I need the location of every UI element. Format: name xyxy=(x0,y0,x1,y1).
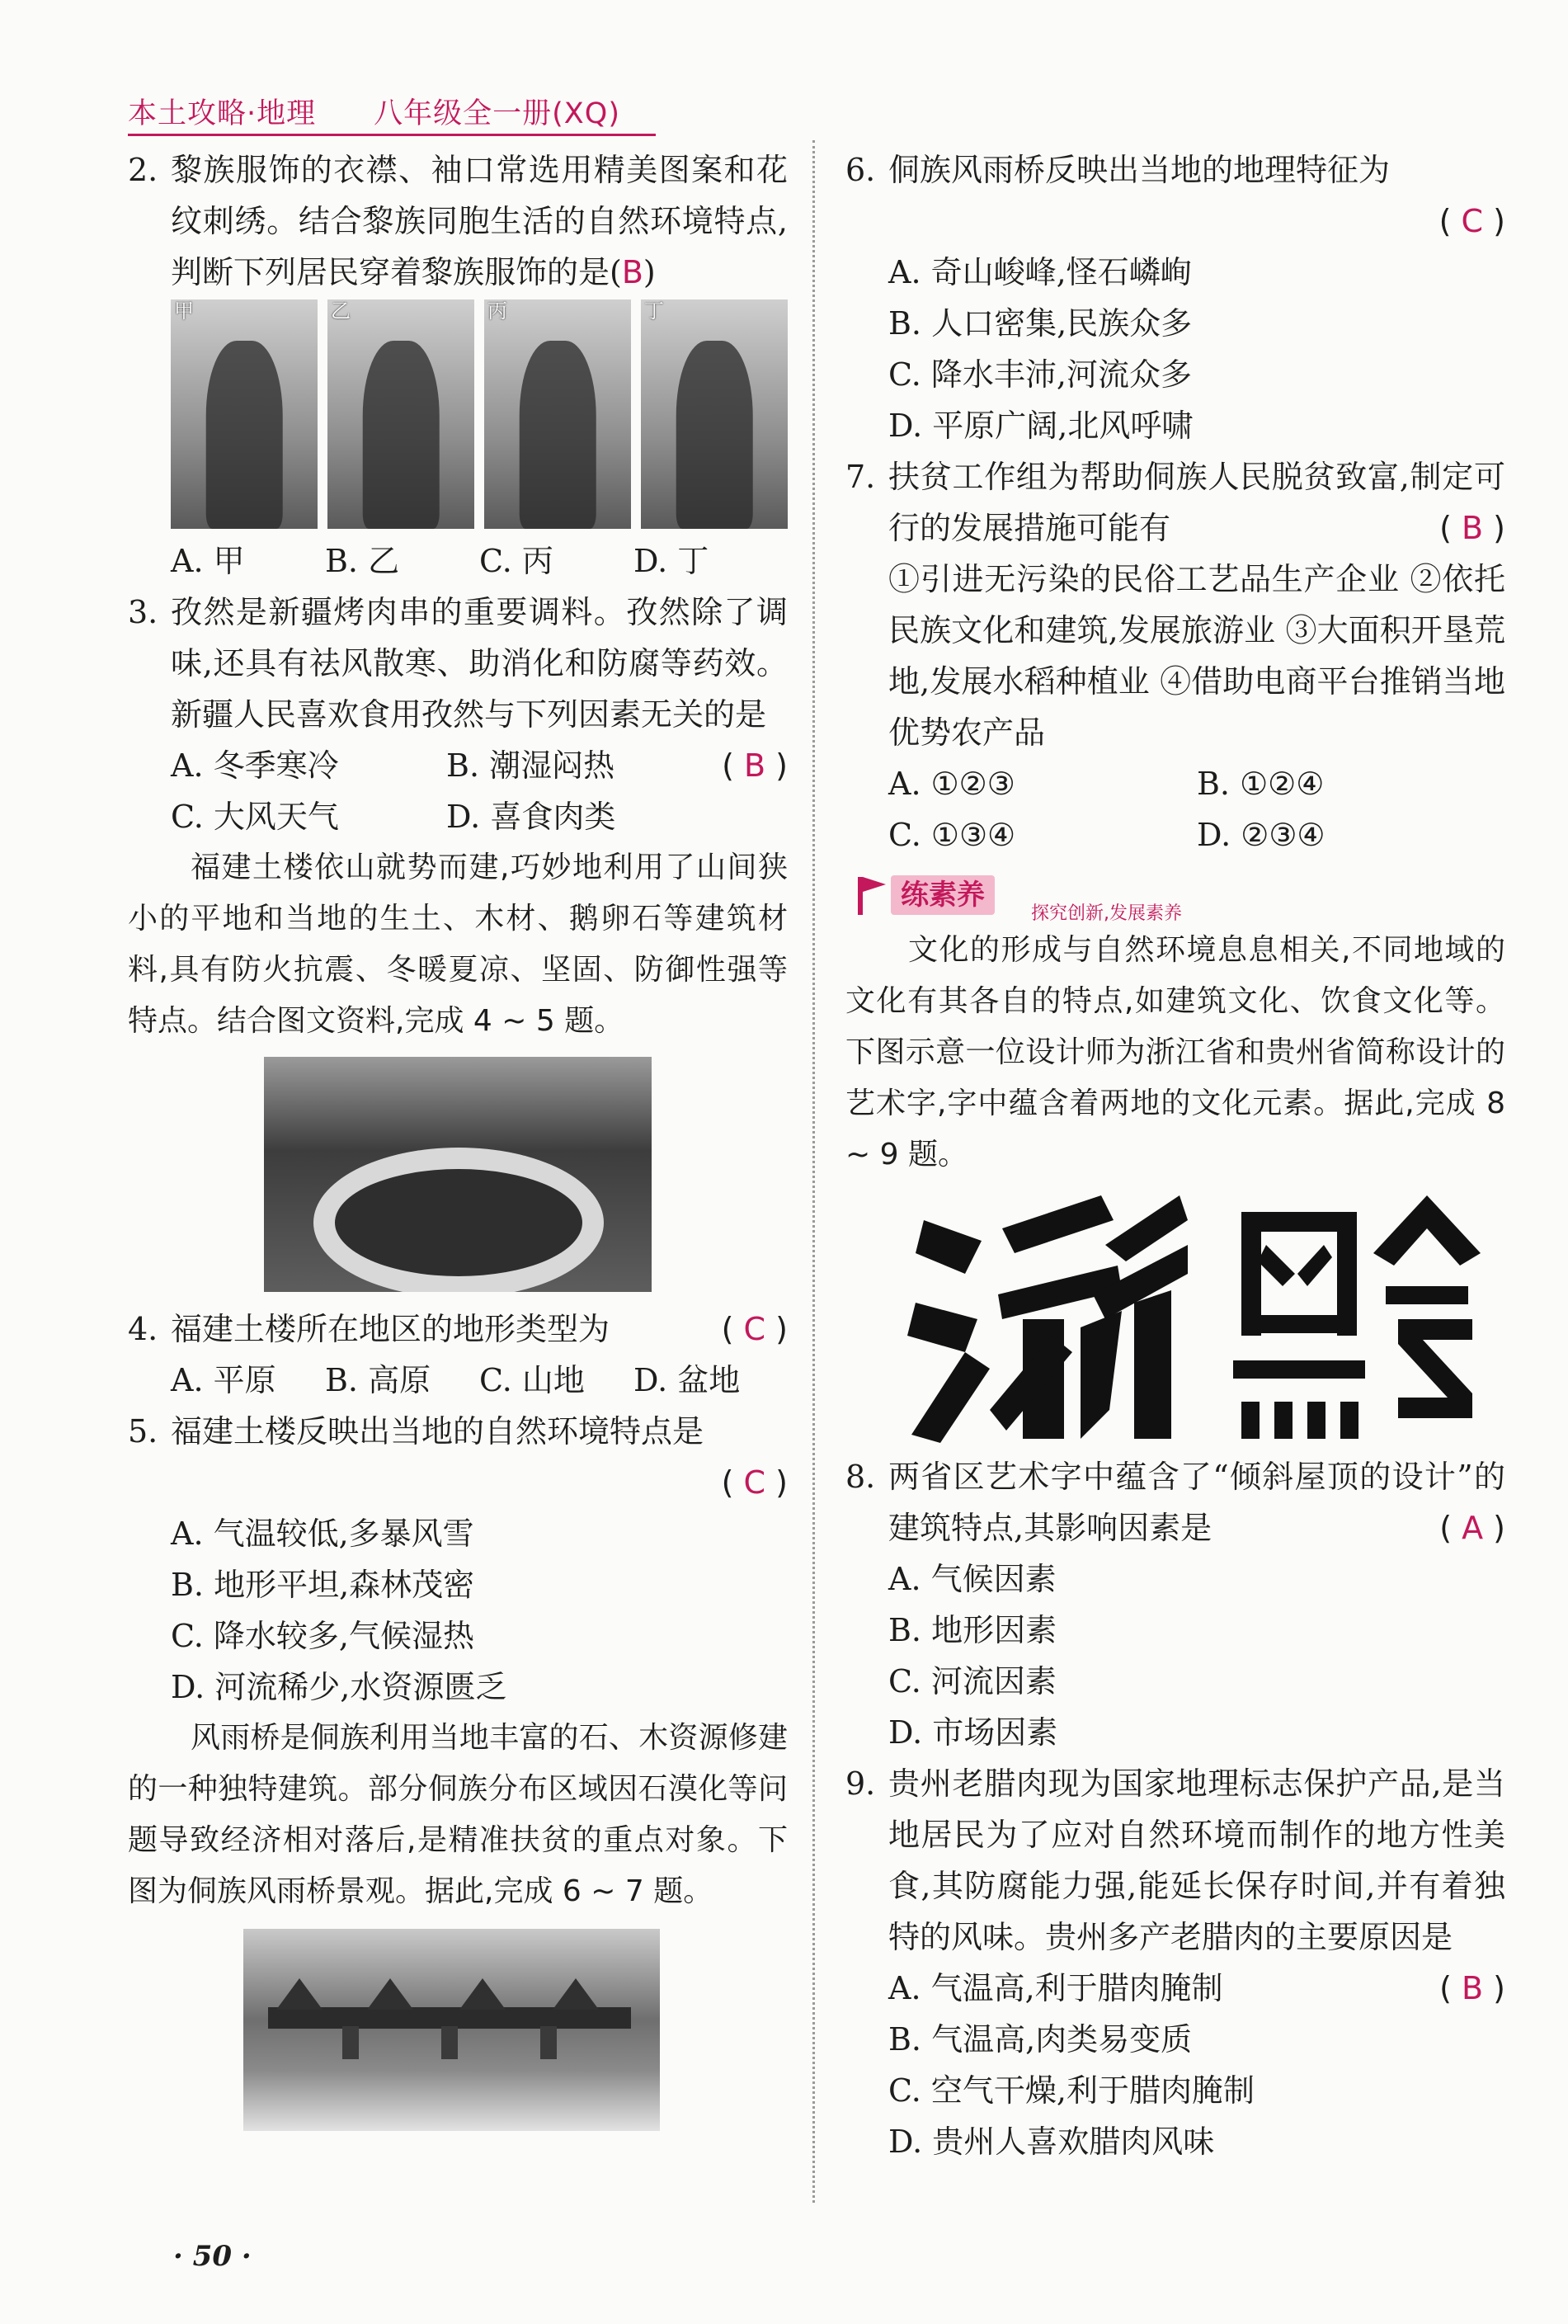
section-title: 练素养 xyxy=(891,875,995,915)
section-subtitle: 探究创新,发展素养 xyxy=(1031,903,1182,924)
right-column xyxy=(845,144,1505,2167)
option-a: A. 气温高,利于腊肉腌制 xyxy=(888,1970,1223,2006)
question-3 xyxy=(128,587,788,842)
option-c: C. 山地 xyxy=(479,1362,585,1398)
answer-bracket: ( C ) xyxy=(721,1464,788,1501)
question-text: 扶贫工作组为帮助侗族人民脱贫致富,制定可行的发展措施可能有 xyxy=(888,459,1505,546)
question-number: 8. xyxy=(845,1459,876,1495)
options xyxy=(888,1553,1505,1758)
photo-label: 甲 xyxy=(174,299,194,323)
option-d: D. 贵州人喜欢腊肉风味 xyxy=(888,2124,1215,2160)
answer-bracket: ( B ) xyxy=(722,747,788,784)
page-header xyxy=(128,91,620,132)
option-b: B. 地形因素 xyxy=(888,1612,1057,1648)
answer: C xyxy=(1461,203,1484,239)
option-b: B. 人口密集,民族众多 xyxy=(888,305,1193,342)
grade-label: 八年级全一册(XQ) xyxy=(374,97,620,130)
options xyxy=(888,1963,1505,2167)
option-b: B. 潮湿闷热 xyxy=(446,747,615,784)
answer: B xyxy=(621,254,643,290)
option-c: C. 降水较多,气候湿热 xyxy=(171,1618,474,1654)
question-6 xyxy=(845,144,1505,451)
wind-rain-bridge-photo xyxy=(243,1929,660,2131)
question-text: 孜然是新疆烤肉串的重要调料。孜然除了调味,还具有祛风散寒、助消化和防腐等药效。新疆人民喜欢食用孜然与下列因素无关的是 xyxy=(171,594,788,733)
options xyxy=(171,1508,788,1713)
question-number: 2. xyxy=(128,152,158,188)
question-7 xyxy=(845,451,1505,860)
question-number: 9. xyxy=(845,1765,876,1802)
option-d: D. ②③④ xyxy=(1197,817,1326,853)
passage-calligraphy: 文化的形成与自然环境息息相关,不同地域的文化有其各自的特点,如建筑文化、饮食文化等。下图示意一位设计师为浙江省和贵州省简称设计的艺术字,字中蕴含着两地的文化元素。据此,完成 8 ~ 9 题。 xyxy=(845,933,1505,1171)
header-rule xyxy=(128,134,656,136)
flag-pennant xyxy=(863,877,886,892)
option-d: D. 河流稀少,水资源匮乏 xyxy=(171,1669,507,1705)
answer-bracket: ( A ) xyxy=(1439,1510,1505,1546)
options xyxy=(171,535,788,587)
question-number: 3. xyxy=(128,594,158,630)
option-a: A. ①②③ xyxy=(888,766,1015,802)
answer: B xyxy=(1462,1970,1484,2006)
qian-art-character xyxy=(1233,1195,1481,1443)
option-b: B. 乙 xyxy=(325,543,400,579)
book-title: 本土攻略·地理 xyxy=(128,97,317,130)
option-a: A. 甲 xyxy=(171,543,245,579)
question-text: 贵州老腊肉现为国家地理标志保护产品,是当地居民为了应对自然环境而制作的地方性美食,其防腐能力强,能延长保存时间,并有着独特的风味。贵州多产老腊肉的主要原因是 xyxy=(888,1765,1505,1955)
option-c: C. 大风天气 xyxy=(171,799,339,835)
answer-bracket: ( C ) xyxy=(721,1311,788,1347)
question-5 xyxy=(128,1406,788,1713)
question-text: 两省区艺术字中蕴含了“倾斜屋顶的设计”的建筑特点,其影响因素是 xyxy=(888,1459,1505,1546)
option-c: C. ①③④ xyxy=(888,817,1016,853)
question-9 xyxy=(845,1758,1505,2167)
option-a: A. 气温较低,多暴风雪 xyxy=(171,1516,474,1552)
answer: A xyxy=(1462,1510,1484,1546)
flag-icon xyxy=(858,877,863,915)
section-banner xyxy=(845,867,1505,925)
option-c: C. 降水丰沛,河流众多 xyxy=(888,356,1192,393)
option-a: A. 奇山峻峰,怪石嶙峋 xyxy=(888,254,1192,290)
question-text: 福建土楼反映出当地的自然环境特点是 xyxy=(171,1413,704,1450)
question-number: 6. xyxy=(845,152,876,188)
zhe-art-character xyxy=(907,1195,1188,1443)
option-c: C. 河流因素 xyxy=(888,1663,1057,1699)
option-c: C. 空气干燥,利于腊肉腌制 xyxy=(888,2072,1255,2109)
question-number: 5. xyxy=(128,1413,158,1450)
option-b: B. 高原 xyxy=(325,1362,431,1398)
question-number: 7. xyxy=(845,459,876,495)
question-text: 黎族服饰的衣襟、袖口常选用精美图案和花纹刺绣。结合黎族同胞生活的自然环境特点,判断下列居民穿着黎族服饰的是( xyxy=(171,152,788,290)
answer-bracket: ( C ) xyxy=(1439,203,1505,239)
option-a: A. 平原 xyxy=(171,1362,276,1398)
page-number: · 50 · xyxy=(173,2240,252,2273)
options xyxy=(888,758,1505,860)
option-d: D. 盆地 xyxy=(633,1362,741,1398)
question-8 xyxy=(845,1451,1505,1758)
question-items: ①引进无污染的民俗工艺品生产企业 ②依托民族文化和建筑,发展旅游业 ③大面积开垦荒地,发展水稻种植业 ④借助电商平台推销当地优势农产品 xyxy=(888,561,1505,751)
option-b: B. 气温高,肉类易变质 xyxy=(888,2021,1193,2058)
option-a: A. 冬季寒冷 xyxy=(171,747,339,784)
question-number: 4. xyxy=(128,1311,158,1347)
costume-photo-1 xyxy=(171,299,318,529)
option-d: D. 市场因素 xyxy=(888,1714,1058,1751)
question-4 xyxy=(128,1303,788,1406)
passage-bridge: 风雨桥是侗族利用当地丰富的石、木资源修建的一种独特建筑。部分侗族分布区域因石漠化等问题导致经济相对落后,是精准扶贫的重点对象。下图为侗族风雨桥景观。据此,完成 6 ~ 7 题。 xyxy=(128,1721,788,1908)
option-b: B. 地形平坦,森林茂密 xyxy=(171,1567,475,1603)
option-d: D. 丁 xyxy=(633,543,709,579)
photo-label: 丁 xyxy=(644,299,664,323)
answer: C xyxy=(743,1464,766,1501)
option-a: A. 气候因素 xyxy=(888,1561,1057,1597)
costume-photo-2 xyxy=(327,299,474,529)
options xyxy=(888,247,1505,451)
province-art-characters xyxy=(887,1195,1505,1443)
option-d: D. 平原广阔,北风呼啸 xyxy=(888,408,1194,444)
answer: B xyxy=(744,747,766,784)
costume-photos xyxy=(171,299,788,529)
answer-bracket: ( B ) xyxy=(1439,510,1505,546)
option-d: D. 喜食肉类 xyxy=(446,799,616,835)
answer: B xyxy=(1462,510,1484,546)
paren-close: ) xyxy=(643,254,656,290)
option-b: B. ①②④ xyxy=(1197,766,1325,802)
options xyxy=(171,740,722,842)
costume-photo-3 xyxy=(484,299,631,529)
question-text: 侗族风雨桥反映出当地的地理特征为 xyxy=(888,152,1391,188)
left-column xyxy=(128,144,788,2131)
tulou-photo xyxy=(264,1057,652,1292)
answer-bracket: ( B ) xyxy=(1439,1970,1505,2006)
options xyxy=(171,1355,788,1406)
question-text: 福建土楼所在地区的地形类型为 xyxy=(171,1311,610,1347)
answer: C xyxy=(743,1311,766,1347)
column-divider xyxy=(812,140,815,2203)
photo-label: 丙 xyxy=(487,299,507,323)
option-c: C. 丙 xyxy=(479,543,553,579)
costume-photo-4 xyxy=(641,299,788,529)
passage-tulou: 福建土楼依山就势而建,巧妙地利用了山间狭小的平地和当地的生土、木材、鹅卵石等建筑材料,具有防火抗震、冬暖夏凉、坚固、防御性强等特点。结合图文资料,完成 4 ~ 5 题。 xyxy=(128,851,788,1038)
question-2 xyxy=(128,144,788,587)
photo-label: 乙 xyxy=(331,299,351,323)
